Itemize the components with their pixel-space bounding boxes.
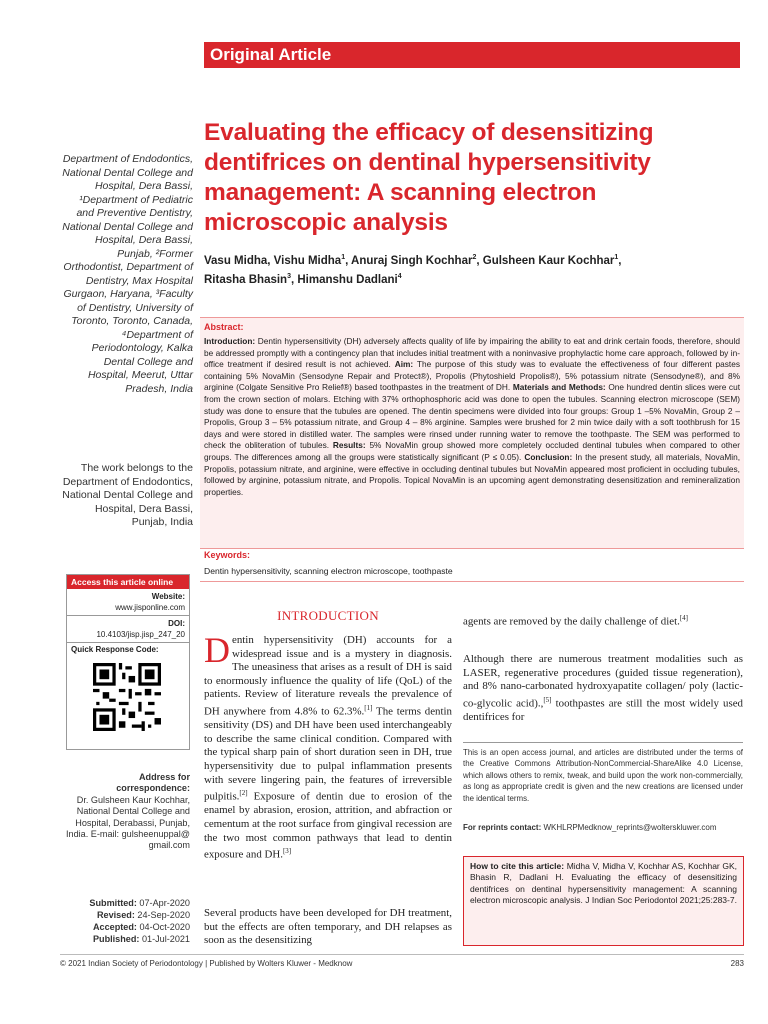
abstract-heading: Conclusion: (524, 451, 573, 462)
abstract-heading: Introduction: (204, 336, 256, 346)
body-text: agents are removed by the daily challenge of diet. (463, 615, 680, 628)
access-heading: Access this article online (67, 575, 189, 589)
authors: Vasu Midha, Vishu Midha$^1$, Anuraj Singh Kochhar$^2$, Gulsheen Kaur Kochhar$^1$, Ritasha Bhasin$^3$, Himanshu Dadlani$^4$ (204, 254, 622, 286)
body-text: Although there are numerous treatment modalities such as LASER, regenerative procedures (guided tissue regeneration), and 8% nano-carbonated hydroxyapatite collagen/ poly (lactic-co-glycolic acid)., (463, 653, 743, 710)
cite-text: Midha V, Midha V, Kochhar AS, Kochhar GK, Bhasin R, Dadlani H. Evaluating the efficacy of desensitizing dentifrices on dentinal hypersensitivity management: A scanning electron microscopic analysis. J Indian Soc Periodontol 2021;25:283-7. (470, 861, 738, 906)
sup: 2 (472, 254, 477, 261)
date-label: Submitted: (89, 898, 137, 908)
correspondence-label: correspondence: (116, 783, 190, 794)
author-names: , Gulsheen Kaur Kochhar (476, 254, 615, 267)
intro-paragraph-continued (463, 612, 743, 629)
sup: 1 (341, 254, 346, 261)
abstract-box (200, 317, 744, 549)
website-label: Website: (151, 592, 185, 601)
cite-label: How to cite this article: (470, 861, 565, 871)
correspondence-label: Address for (138, 772, 190, 782)
correspondence (60, 772, 190, 852)
reprints-contact (463, 822, 743, 833)
section-heading-introduction: INTRODUCTION (277, 608, 379, 623)
date-label: Revised: (96, 910, 135, 920)
sup: 3 (287, 272, 291, 280)
open-access-notice: This is an open access journal, and articles are distributed under the terms of the Creative Commons Attribution-NonCommercial-ShareAlike 4.0 License, which allows others to remix, tweak, and build upon the work non-commercially, as long as appropriate credit is given and the new creations are licensed under the identical terms. (463, 748, 743, 803)
abstract-body: The purpose of this study was to evaluate the effectiveness of four different pastes containing 5% NovaMin (Sensodyne Repair and Protect®), Propolis (Phytoshield Propolis®), 5% potassium nitrate (Sensodyne®), and 8% arginine (Colgate Sensitive Pro Relief®) based toothpastes in the treatment of DH. (204, 359, 740, 393)
website-row (67, 589, 189, 616)
abstract-body: 5% NovaMin group showed more completely occluded dentinal tubules when compared to other groups. The differences among all the groups were statistically significant (P ≤ 0.05). (204, 440, 740, 462)
website-link[interactable]: www.jisponline.com (115, 603, 185, 612)
abstract-heading: Aim: (394, 359, 414, 370)
author-names: Ritasha Bhasin (204, 273, 288, 286)
abstract-text (204, 336, 740, 498)
author-names: , Himanshu Dadlani (290, 273, 398, 286)
keywords-text: Dentin hypersensitivity, scanning electron microscope, toothpaste (204, 566, 453, 576)
date-value: 07-Apr-2020 (136, 898, 190, 908)
intro-paragraph-1 (204, 630, 452, 862)
article-title: Evaluating the efficacy of desensitizing dentifrices on dentinal hypersensitivity management: A scanning electron microscopic analysis (204, 119, 654, 236)
drop-cap: D (204, 630, 230, 670)
footer-copyright: © 2021 Indian Society of Periodontology | Published by Wolters Kluwer - Medknow (60, 959, 353, 968)
divider (463, 742, 743, 743)
abstract-heading: Materials and Methods: (512, 382, 606, 393)
affiliations: Department of Endodontics, National Dental College and Hospital, Dera Bassi, ¹Department of Pediatric and Preventive Dentistry, National Dental College and Hospital, Dera Bassi, Punjab, ²Former Orthodontist, Department of Dentistry, Max Hospital Gurgaon, Haryana, ³Faculty of Dentistry, University of Toronto, Toronto, Canada, ⁴Department of Periodontology, Kalka Dental College and Hospital, Meerut, Uttar Pradesh, India (62, 153, 193, 395)
date-label: Accepted: (92, 922, 137, 932)
sup: 4 (397, 272, 402, 280)
author-names: , Anuraj Singh Kochhar (345, 254, 473, 267)
abstract-body: In the present study, all materials, NovaMin, Propolis, potassium nitrate, and arginine, were effective in occluding dentinal tubules but NovaMin appeared most proficient in occluding tubules, followed by arginine, potassium nitrate, and Propolis. Topical NovaMin is an upcoming agent demonstrating desensitization and remineralization properties. (204, 451, 740, 497)
sup: 1 (614, 254, 619, 261)
body-text: toothpastes are still the most widely used dentifrices for (463, 697, 743, 723)
section-banner: Original Article (204, 42, 740, 68)
doi-link[interactable]: 10.4103/jisp.jisp_247_20 (96, 630, 185, 639)
body-text: entin hypersensitivity (DH) accounts for a widespread issue and is a mystery in diagnosis. The uneasiness that arises as a result of DH is said to enormously influence the quality of life (QoL) of the patients. Review of literature reveals the prevalence of DH anywhere from 4.8% to 62.3%. (204, 634, 452, 718)
page-number: 283 (730, 959, 744, 968)
abstract-body: One hundred dentin slices were cut from the crown section of molars. Etching with 37% orthophosphoric acid was done to open the tubules. Scanning electron microscope (SEM) study was done to ensure that the tubules are opened. The dentin specimens were divided into four groups: Group 1 –5% NovaMin, Group 2 – Propolis, Group 3 – 5% potassium nitrate, and Group 4 – 8% arginine. Samples were brushed for 2 min twice daily with a soft toothbrush for 15 days and were stored in distilled water. The samples were rinsed under running water to remove the toothpaste. The SEM was performed to check the obliteration of tubules. (204, 382, 741, 451)
date-value: 24-Sep-2020 (134, 910, 190, 920)
divider (60, 954, 744, 955)
abstract-heading: Results: (332, 440, 366, 451)
qr-label: Quick Response Code: (71, 645, 159, 654)
doi-label: DOI: (168, 619, 185, 628)
how-to-cite-box (463, 856, 744, 946)
access-box (66, 574, 190, 750)
citation-ref[interactable]: [1] (364, 703, 373, 712)
citation-ref[interactable]: [3] (282, 847, 292, 856)
reprints-email[interactable]: WKHLRPMedknow_reprints@wolterskluwer.com (541, 823, 717, 832)
abstract-body: Dentin hypersensitivity (DH) adversely affects quality of life by impairing the ability to eat and drink certain foods, therefore, should be addressed promptly with a contingency plan that includes initial treatment with a noninvasive prophylactic home care approach, followed by in-office treatment if desired result is not achieved. (204, 336, 740, 370)
work-belongs-note: The work belongs to the Department of Endodontics, National Dental College and Hospital, Dera Bassi, Punjab, India (62, 462, 193, 528)
doi-row (67, 616, 189, 643)
citation-ref[interactable]: [2] (239, 789, 248, 798)
body-text: Exposure of dentin due to erosion of the enamel by abrasion, erosion, attrition, and abfraction or cementum at the root surface from gingival recession are the two most common pathways that lead to dentin exposure and DH. (204, 790, 452, 861)
article-dates (60, 897, 190, 945)
intro-paragraph-3 (463, 653, 743, 725)
intro-paragraph-2: Several products have been developed for DH treatment, but the effects are often temporary, and DH relapses as soon as the desensitizing (204, 907, 452, 947)
date-value: 04-Oct-2020 (136, 922, 190, 932)
body-text: The terms dentin sensitivity (DS) and DH have been used interchangeably to describe the same clinical condition. Compared with the typical sharp pain of short duration seen in DH, true hypersensitivity due to pulpal inflammation presents with severe lingering pain, the features of irreversible pulpitis. (204, 705, 452, 803)
date-label: Published: (92, 934, 140, 944)
date-value: 01-Jul-2021 (139, 934, 190, 944)
citation-ref[interactable]: [5] (543, 695, 552, 704)
reprints-label: For reprints contact: (463, 823, 542, 832)
abstract-label: Abstract: (204, 322, 244, 332)
citation-ref[interactable]: [4] (679, 614, 688, 622)
correspondence-text: Dr. Gulsheen Kaur Kochhar, National Dental College and Hospital, Derabassi, Punjab, India. E-mail: gulsheenuppal@ gmail.com (66, 794, 190, 851)
author-names: Vasu Midha, Vishu Midha (204, 254, 342, 267)
keywords-label: Keywords: (204, 550, 251, 560)
divider (200, 581, 744, 582)
qr-code-image (93, 663, 161, 731)
